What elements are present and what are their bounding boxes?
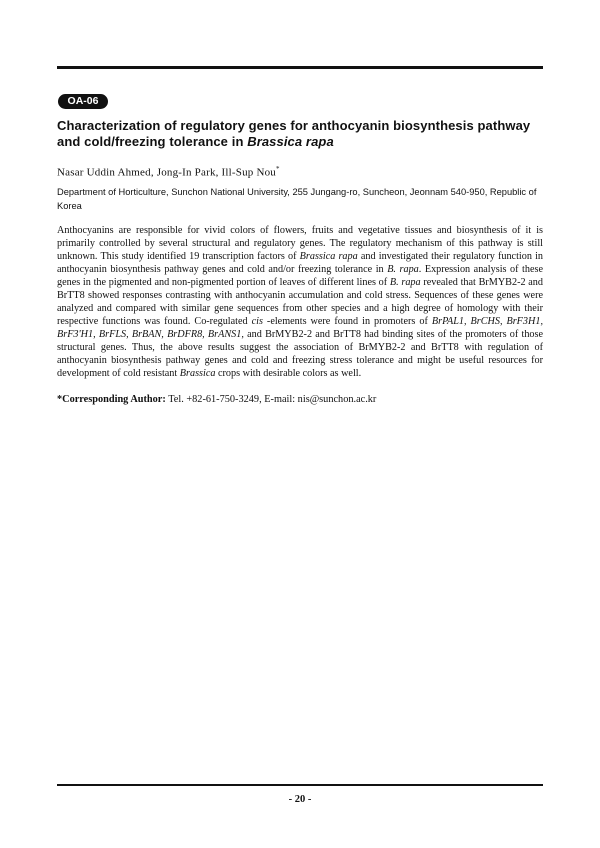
abstract-text: Anthocyanins are responsible for vivid colors of flowers, fruits and vegetative tissues and biosynthesis of it is primarily controlled by several structural and regulatory genes. The regulatory mechanism of this pathway is still unknown. This study identified 19 transcription factors of — [57, 225, 543, 262]
corresponding-mark: * — [276, 165, 280, 173]
corresponding-details: Tel. +82-61-750-3249, E-mail: nis@sunchon.ac.kr — [165, 394, 377, 405]
corresponding-author — [57, 393, 543, 406]
abstract-text: -elements were found in promoters of — [262, 316, 432, 327]
abstract-text: revealed that BrMYB2-2 and BrTT8 showed responses contrasting with anthocyanin accumulation and cold stress. Sequences of these genes were analyzed and compared with similar gene sequences from other species and a high degree of homology with their respective functions was found. Co-regulated — [57, 277, 543, 327]
abstract-text: and investigated their regulatory function in anthocyanin biosynthesis pathway genes and cold and/or freezing tolerance in — [57, 251, 544, 275]
species-name: Brassica rapa — [299, 251, 358, 262]
top-rule — [57, 66, 543, 69]
cis-term: cis — [251, 316, 263, 327]
species-name: B. rapa — [387, 264, 419, 275]
author-names: Nasar Uddin Ahmed, Jong-In Park, Ill-Sup Nou — [57, 166, 276, 179]
session-badge: OA-06 — [58, 94, 108, 109]
corresponding-label: *Corresponding Author: — [57, 394, 166, 405]
title-species: Brassica rapa — [247, 134, 334, 149]
abstract — [57, 224, 543, 380]
species-name: Brassica — [179, 368, 216, 379]
species-name: B. rapa — [389, 277, 421, 288]
gene-list: BrPAL1, BrCHS, BrF3H1, BrF3'H1, BrFLS, BrBAN, BrDFR8, BrANS1 — [57, 316, 543, 340]
page-number: - 20 - — [288, 794, 312, 805]
bottom-rule — [57, 784, 543, 786]
abstract-text: crops with desirable colors as well. — [215, 368, 362, 379]
paper-title — [57, 118, 547, 150]
affiliation: Department of Horticulture, Sunchon National University, 255 Jungang-ro, Suncheon, Jeonnam 540-950, Republic of Korea — [57, 187, 537, 211]
author-list — [57, 162, 543, 180]
title-text: Characterization of regulatory genes for anthocyanin biosynthesis pathway and cold/freezing tolerance in — [57, 118, 531, 149]
abstract-text: , and BrMYB2-2 and BrTT8 had binding sites of the promoters of those structural genes. Thus, the above results suggest the association of BrMYB2-2 and BrTT8 with regulation of anthocyanin biosynthesis pathway genes and cold and freezing stress tolerance and might be useful resources for development of cold resistant — [57, 329, 543, 379]
abstract-text: . Expression analysis of these genes in the pigmented and non-pigmented portion of leaves of different lines of — [57, 264, 543, 288]
